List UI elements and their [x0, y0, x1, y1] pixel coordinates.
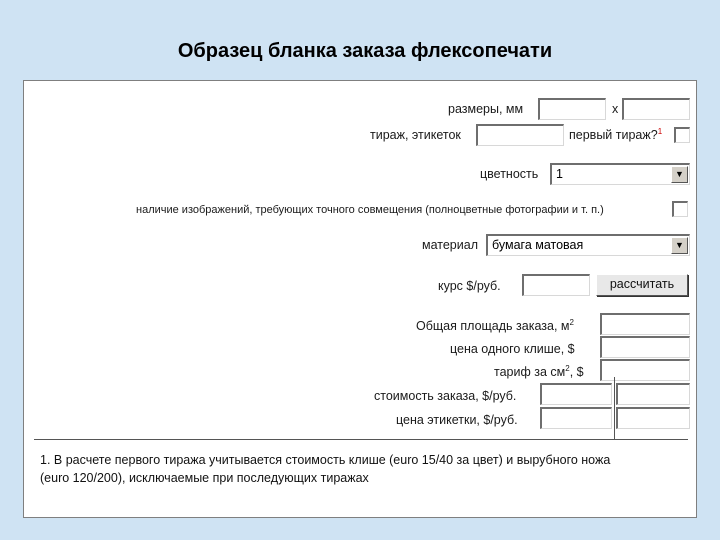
column-divider — [614, 377, 615, 439]
label-price-rub-output[interactable] — [616, 407, 690, 429]
order-cost-label: стоимость заказа, $/руб. — [374, 389, 517, 403]
size-width-input[interactable] — [538, 98, 606, 120]
register-label: наличие изображений, требующих точного совмещения (полноцветные фотографии и т. п.) — [136, 204, 604, 216]
triangle-down-icon: ▼ — [671, 237, 688, 254]
colors-select-value: 1 — [556, 167, 563, 181]
order-cost-rub-output[interactable] — [616, 383, 690, 405]
footnote-divider — [34, 439, 688, 440]
register-checkbox[interactable] — [672, 201, 688, 217]
area-label: Общая площадь заказа, $м^2$ — [416, 317, 574, 333]
tariff-label: тариф за $см^2$, $ — [494, 363, 584, 379]
size-x-label: x — [612, 102, 619, 116]
size-label: размеры, мм — [448, 102, 524, 116]
colors-select[interactable] — [550, 163, 690, 185]
order-cost-usd-output[interactable] — [540, 383, 612, 405]
run-label: тираж, этикеток — [370, 128, 461, 142]
footnote-line-2: (euro 120/200), исключаемые при последующих тиражах — [40, 471, 369, 485]
rate-input[interactable] — [522, 274, 590, 296]
material-label: материал — [422, 238, 478, 252]
label-price-label: цена этикетки, $/руб. — [396, 413, 518, 427]
rate-label: курс $/руб. — [438, 279, 501, 293]
material-select[interactable] — [486, 234, 690, 256]
calculate-button[interactable]: рассчитать — [596, 274, 688, 296]
colors-label: цветность — [480, 167, 539, 181]
triangle-down-icon: ▼ — [671, 166, 688, 183]
first-run-checkbox[interactable] — [674, 127, 690, 143]
label-price-usd-output[interactable] — [540, 407, 612, 429]
material-select-value: бумага матовая — [492, 238, 584, 252]
area-output[interactable] — [600, 313, 690, 335]
size-height-input[interactable] — [622, 98, 690, 120]
cliche-label: цена одного клише, $ — [450, 342, 575, 356]
footnote-line-1: 1. В расчете первого тиража учитывается стоимость клише (euro 15/40 за цвет) и вырубного ножа — [40, 453, 611, 467]
page-title: Образец бланка заказа флексопечати — [177, 40, 553, 62]
first-run-label: первый тираж?$^1$ — [569, 126, 663, 142]
cliche-output[interactable] — [600, 336, 690, 358]
run-input[interactable] — [476, 124, 564, 146]
order-form-panel — [23, 80, 697, 518]
footnote — [40, 451, 690, 487]
